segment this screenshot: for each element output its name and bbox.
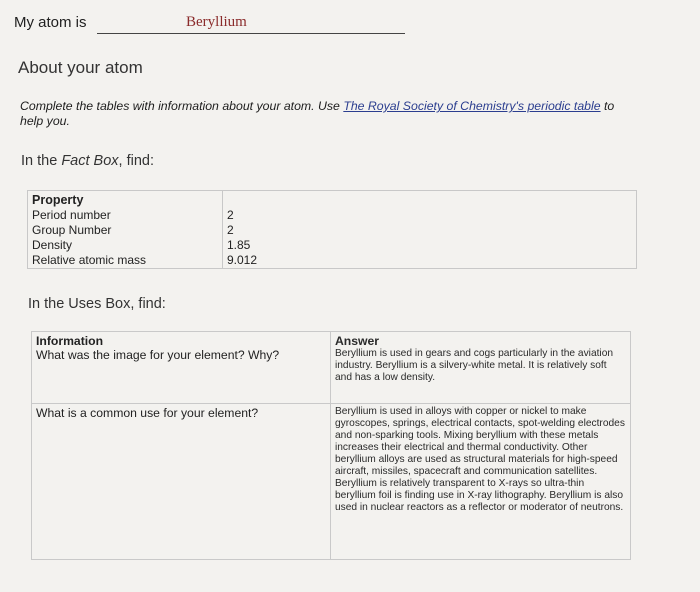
fact-table — [27, 190, 637, 269]
table-row — [32, 404, 631, 560]
fact-property: Group Number — [28, 223, 223, 238]
fact-value[interactable]: 2 — [223, 208, 637, 223]
uses-answer-cell[interactable] — [331, 404, 631, 560]
fact-table-header-value — [223, 191, 637, 209]
fact-table-header-row — [28, 191, 637, 209]
instructions-suffix: to help you. — [20, 99, 615, 128]
fact-table-header: Property — [28, 191, 223, 209]
fact-value[interactable]: 2 — [223, 223, 637, 238]
table-row — [32, 332, 631, 404]
fact-value[interactable]: 1.85 — [223, 238, 637, 253]
atom-answer-line — [97, 33, 405, 34]
periodic-table-link[interactable]: The Royal Society of Chemistry's periodic table — [343, 99, 601, 113]
page-heading: About your atom — [18, 58, 143, 77]
instructions — [20, 99, 620, 129]
fact-value[interactable]: 9.012 — [223, 253, 637, 269]
atom-name-value[interactable]: Beryllium — [186, 14, 247, 30]
uses-col-answer: Answer — [335, 334, 380, 348]
uses-question-cell — [32, 404, 331, 560]
fact-property: Relative atomic mass — [28, 253, 223, 269]
fact-box-heading — [21, 153, 154, 169]
fact-heading-prefix: In the — [21, 153, 62, 169]
table-row — [28, 223, 637, 238]
uses-question: What is a common use for your element? — [36, 406, 259, 420]
fact-property: Period number — [28, 208, 223, 223]
table-row — [28, 238, 637, 253]
uses-box-heading: In the Uses Box, find: — [28, 296, 166, 312]
table-row — [28, 253, 637, 269]
uses-answer-cell[interactable] — [331, 332, 631, 404]
atom-label: My atom is — [14, 14, 87, 31]
fact-heading-suffix: , find: — [118, 153, 154, 169]
table-row — [28, 208, 637, 223]
uses-answer: Beryllium is used in alloys with copper or nickel to make gyroscopes, springs, electrical contacts, spot-welding electrodes and non-sparking tools. Mixing beryllium with these metals increases their electrical and thermal conductivity. Other beryllium alloys are used as structural materials for high-speed aircraft, missiles, spacecraft and communication satellites. Beryllium is relatively transparent to X-rays so ultra-thin beryllium foil is finding use in X-ray lithography. Beryllium is also used in nuclear reactors as a reflector or moderator of neutrons. — [335, 406, 625, 513]
uses-table — [31, 331, 631, 560]
instructions-text: Complete the tables with information about your atom. Use — [20, 99, 344, 113]
uses-question-cell — [32, 332, 331, 404]
fact-heading-emph: Fact Box — [61, 153, 119, 169]
uses-question: What was the image for your element? Why? — [36, 348, 280, 362]
uses-answer: Beryllium is used in gears and cogs particularly in the aviation industry. Beryllium is a silvery-white metal. It is relatively soft and has a low density. — [335, 348, 614, 383]
fact-property: Density — [28, 238, 223, 253]
uses-col-information: Information — [36, 334, 104, 348]
